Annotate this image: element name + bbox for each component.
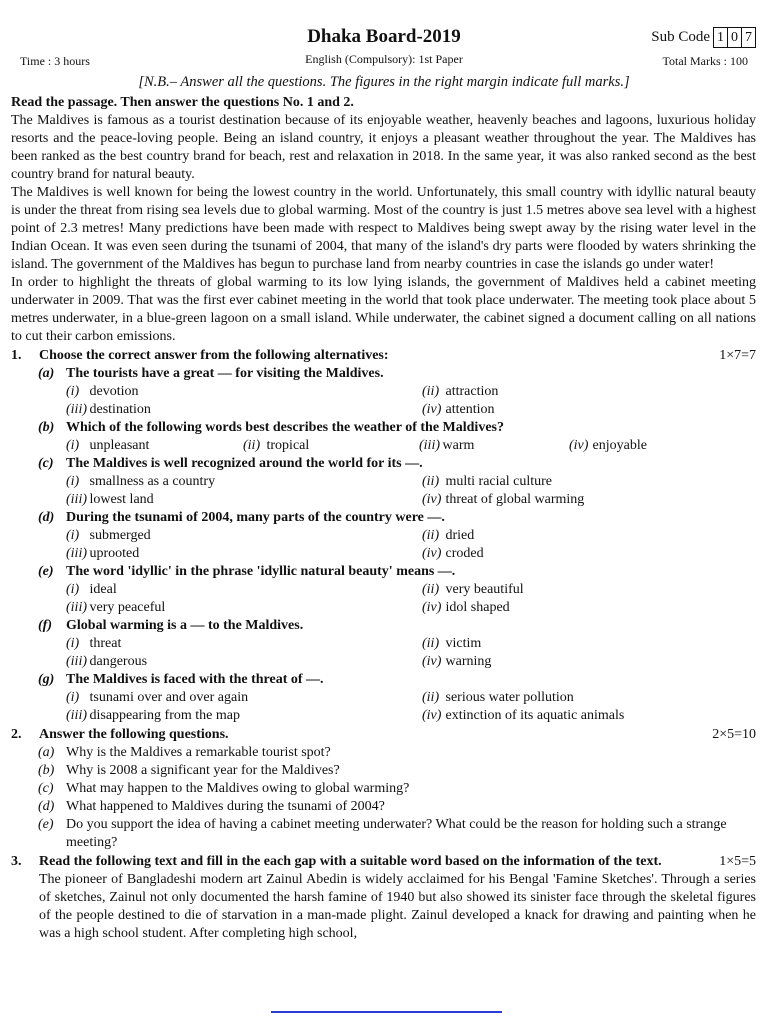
- short-question-label: (a): [38, 745, 55, 760]
- mcq-options-row: [11, 689, 756, 707]
- mcq-option: [66, 545, 139, 563]
- mcq-option: [66, 707, 240, 725]
- mcq-option: [422, 401, 495, 419]
- option-text: threat of global warming: [445, 492, 585, 507]
- mcq-item: [11, 365, 756, 383]
- mcq-option: [422, 383, 498, 401]
- option-text: unpleasant: [89, 438, 150, 453]
- option-text: victim: [445, 636, 482, 651]
- mcq-option: [422, 527, 474, 545]
- mcq-option: [66, 581, 117, 599]
- exam-time: Time : 3 hours: [20, 54, 90, 68]
- option-numeral: (i): [66, 474, 80, 489]
- mcq-options-row: [11, 581, 756, 599]
- option-numeral: (ii): [422, 528, 440, 543]
- mcq-option: [422, 581, 524, 599]
- question-text: Choose the correct answer from the following alternatives:: [39, 348, 389, 363]
- question-2-heading: [11, 726, 756, 744]
- mcq-option: [66, 401, 151, 419]
- mcq-option: [66, 473, 215, 491]
- option-text: uprooted: [89, 546, 140, 561]
- exam-body: [11, 94, 756, 943]
- mcq-label: (d): [38, 510, 55, 525]
- mcq-option: [422, 653, 491, 671]
- mcq-label: (c): [38, 456, 54, 471]
- exam-subject: English (Compulsory): 1st Paper: [305, 52, 463, 66]
- mcq-label: (f): [38, 618, 52, 633]
- question-marks: 1×7=7: [719, 348, 756, 363]
- option-numeral: (i): [66, 438, 80, 453]
- sub-code-digit: 7: [741, 27, 756, 48]
- option-numeral: (i): [66, 528, 80, 543]
- option-text: serious water pollution: [445, 690, 574, 705]
- total-marks: Total Marks : 100: [662, 54, 748, 68]
- short-question: [11, 744, 756, 762]
- option-numeral: (iii): [66, 708, 87, 723]
- mcq-item: [11, 419, 756, 437]
- mcq-item: [11, 563, 756, 581]
- option-numeral: (i): [66, 690, 80, 705]
- question-text: Read the following text and fill in the each gap with a suitable word based on the information of the text.: [39, 854, 662, 869]
- option-text: threat: [89, 636, 122, 651]
- mcq-option: [66, 437, 149, 455]
- short-question-label: (d): [38, 799, 55, 814]
- option-text: smallness as a country: [89, 474, 216, 489]
- option-numeral: (iii): [419, 438, 440, 453]
- short-question-text: Why is the Maldives a remarkable tourist spot?: [66, 745, 331, 760]
- passage-paragraph: The Maldives is well known for being the lowest country in the world. Unfortunately, this small country with idyllic natural beauty is under the threat from rising sea levels due to global warming. Most of the country is just 1.5 metres above sea level with a highest point of 2.3 metres! Many predictions have been made with respect to Maldives being swept away by the rising water level in the Indian Ocean. It was even seen during the tsunami of 2004, that many of the island's dry parts were flooded by waters shrinking the island. The government of the Maldives has begun to purchase land from nearby countries in case the islands go under water!: [11, 185, 756, 272]
- sub-code: [651, 27, 756, 48]
- option-numeral: (ii): [422, 690, 440, 705]
- mcq-question: During the tsunami of 2004, many parts of the country were —.: [66, 510, 445, 525]
- option-numeral: (iii): [66, 492, 87, 507]
- mcq-label: (b): [38, 420, 55, 435]
- option-numeral: (ii): [422, 474, 440, 489]
- option-text: attention: [445, 402, 495, 417]
- footer-link-underline: [271, 1011, 502, 1013]
- option-text: tsunami over and over again: [89, 690, 249, 705]
- mcq-item: [11, 617, 756, 635]
- short-question-label: (b): [38, 763, 55, 778]
- mcq-option: [422, 473, 552, 491]
- mcq-option: [422, 635, 481, 653]
- mcq-item: [11, 509, 756, 527]
- question-1-heading: [11, 347, 756, 365]
- option-text: very peaceful: [89, 600, 166, 615]
- option-text: extinction of its aquatic animals: [445, 708, 625, 723]
- option-numeral: (i): [66, 582, 80, 597]
- mcq-options-row: [11, 401, 756, 419]
- question-number: 1.: [11, 348, 22, 363]
- short-question-label: (e): [38, 817, 54, 832]
- option-numeral: (iii): [66, 654, 87, 669]
- mcq-label: (a): [38, 366, 55, 381]
- mcq-option: [422, 491, 584, 509]
- option-text: croded: [445, 546, 484, 561]
- short-question: [11, 798, 756, 816]
- passage-heading: Read the passage. Then answer the questions No. 1 and 2.: [11, 95, 354, 110]
- mcq-label: (g): [38, 672, 55, 687]
- option-numeral: (iv): [569, 438, 589, 453]
- option-text: multi racial culture: [445, 474, 553, 489]
- option-numeral: (iv): [422, 546, 442, 561]
- mcq-option: [422, 599, 510, 617]
- option-numeral: (i): [66, 384, 80, 399]
- option-text: dried: [445, 528, 475, 543]
- mcq-options-row: [11, 491, 756, 509]
- option-numeral: (ii): [243, 438, 261, 453]
- option-text: attraction: [445, 384, 499, 399]
- mcq-option: [66, 653, 147, 671]
- sub-code-digit: 1: [713, 27, 728, 48]
- option-numeral: (ii): [422, 636, 440, 651]
- mcq-option: [66, 383, 139, 401]
- short-question-label: (c): [38, 781, 54, 796]
- short-question-text: Do you support the idea of having a cabinet meeting underwater? What could be the reason for holding such a strange meeting?: [66, 817, 727, 850]
- mcq-option: [243, 437, 309, 455]
- option-text: warning: [445, 654, 492, 669]
- option-text: enjoyable: [592, 438, 647, 453]
- passage-paragraph: The Maldives is famous as a tourist destination because of its enjoyable weather, heavenly beaches and lagoons, luxurious holiday resorts and the peace-loving people. Being an island country, it enjoys a pleasant weather throughout the year. The Maldives has been ranked as the best country brand for beach, rest and relaxation in 2018. In the same year, it was also ranked second as the best country brand for natural beauty.: [11, 113, 756, 182]
- question-3-heading: [11, 853, 756, 871]
- option-text: lowest land: [89, 492, 154, 507]
- question-marks: 1×5=5: [719, 854, 756, 869]
- option-text: disappearing from the map: [89, 708, 240, 723]
- mcq-question: The tourists have a great — for visiting the Maldives.: [66, 366, 384, 381]
- option-text: dangerous: [89, 654, 148, 669]
- option-numeral: (ii): [422, 582, 440, 597]
- option-numeral: (i): [66, 636, 80, 651]
- short-question-text: What may happen to the Maldives owing to global warming?: [66, 781, 410, 796]
- mcq-options-row: [11, 599, 756, 617]
- option-numeral: (iii): [66, 600, 87, 615]
- question-number: 3.: [11, 854, 22, 869]
- mcq-option: [569, 437, 647, 455]
- mcq-question: The word 'idyllic' in the phrase 'idyllic natural beauty' means —.: [66, 564, 456, 579]
- option-text: very beautiful: [445, 582, 524, 597]
- option-text: ideal: [89, 582, 117, 597]
- mcq-option: [422, 707, 624, 725]
- mcq-option: [66, 599, 165, 617]
- short-question: [11, 762, 756, 780]
- sub-code-digit: 0: [727, 27, 742, 48]
- option-text: destination: [89, 402, 151, 417]
- mcq-question: The Maldives is well recognized around the world for its —.: [66, 456, 423, 471]
- mcq-options-row: [11, 527, 756, 545]
- mcq-item: [11, 671, 756, 689]
- option-numeral: (iv): [422, 600, 442, 615]
- option-text: warm: [442, 438, 475, 453]
- mcq-question: Global warming is a — to the Maldives.: [66, 618, 304, 633]
- option-numeral: (iv): [422, 654, 442, 669]
- question-number: 2.: [11, 727, 22, 742]
- short-question-text: Why is 2008 a significant year for the Maldives?: [66, 763, 340, 778]
- option-numeral: (iii): [66, 546, 87, 561]
- mcq-option: [419, 437, 474, 455]
- passage-paragraph: In order to highlight the threats of global warming to its low lying islands, the government of Maldives held a cabinet meeting underwater in 2009. That was the first ever cabinet meeting in the world that took place underwater. The meeting took place about 5 metres underwater, in a blue-green lagoon on a small island. While underwater, the cabinet signed a document calling on all nations to cut their carbon emissions.: [11, 275, 756, 344]
- option-numeral: (iv): [422, 708, 442, 723]
- mcq-options-row: [11, 653, 756, 671]
- mcq-option: [66, 689, 248, 707]
- mcq-label: (e): [38, 564, 54, 579]
- short-question: [11, 816, 756, 852]
- mcq-options-row: [11, 545, 756, 563]
- option-numeral: (ii): [422, 384, 440, 399]
- mcq-option: [66, 491, 154, 509]
- sub-code-label: Sub Code: [651, 29, 710, 45]
- instructions-note: [N.B.– Answer all the questions. The figures in the right margin indicate full marks.]: [138, 74, 630, 90]
- question-marks: 2×5=10: [712, 727, 756, 742]
- option-text: tropical: [266, 438, 310, 453]
- mcq-option: [66, 635, 121, 653]
- mcq-options-row: [11, 383, 756, 401]
- exam-header: [0, 24, 768, 70]
- option-numeral: (iii): [66, 402, 87, 417]
- mcq-item: [11, 455, 756, 473]
- gap-fill-passage: The pioneer of Bangladeshi modern art Zainul Abedin is widely acclaimed for his Bengal 'Famine Sketches'. Through a series of sketches, Zainul not only documented the harsh famine of 1940 but also showed its sinister face through the skeletal figures of the people destined to die of starvation in a man-made plight. Zainul developed a knack for drawing and painting when he was a high school student. After completing high school,: [39, 872, 756, 941]
- option-text: devotion: [89, 384, 139, 399]
- board-title: Dhaka Board-2019: [307, 26, 461, 47]
- mcq-options-row: [11, 473, 756, 491]
- short-question: [11, 780, 756, 798]
- short-question-text: What happened to Maldives during the tsunami of 2004?: [66, 799, 385, 814]
- option-numeral: (iv): [422, 402, 442, 417]
- question-text: Answer the following questions.: [39, 727, 229, 742]
- mcq-option: [422, 545, 484, 563]
- mcq-question: Which of the following words best describes the weather of the Maldives?: [66, 420, 504, 435]
- mcq-option: [422, 689, 574, 707]
- mcq-option: [66, 527, 151, 545]
- mcq-options-row: [11, 437, 756, 455]
- mcq-options-row: [11, 707, 756, 725]
- option-text: submerged: [89, 528, 151, 543]
- mcq-options-row: [11, 635, 756, 653]
- option-text: idol shaped: [445, 600, 510, 615]
- option-numeral: (iv): [422, 492, 442, 507]
- mcq-question: The Maldives is faced with the threat of —.: [66, 672, 324, 687]
